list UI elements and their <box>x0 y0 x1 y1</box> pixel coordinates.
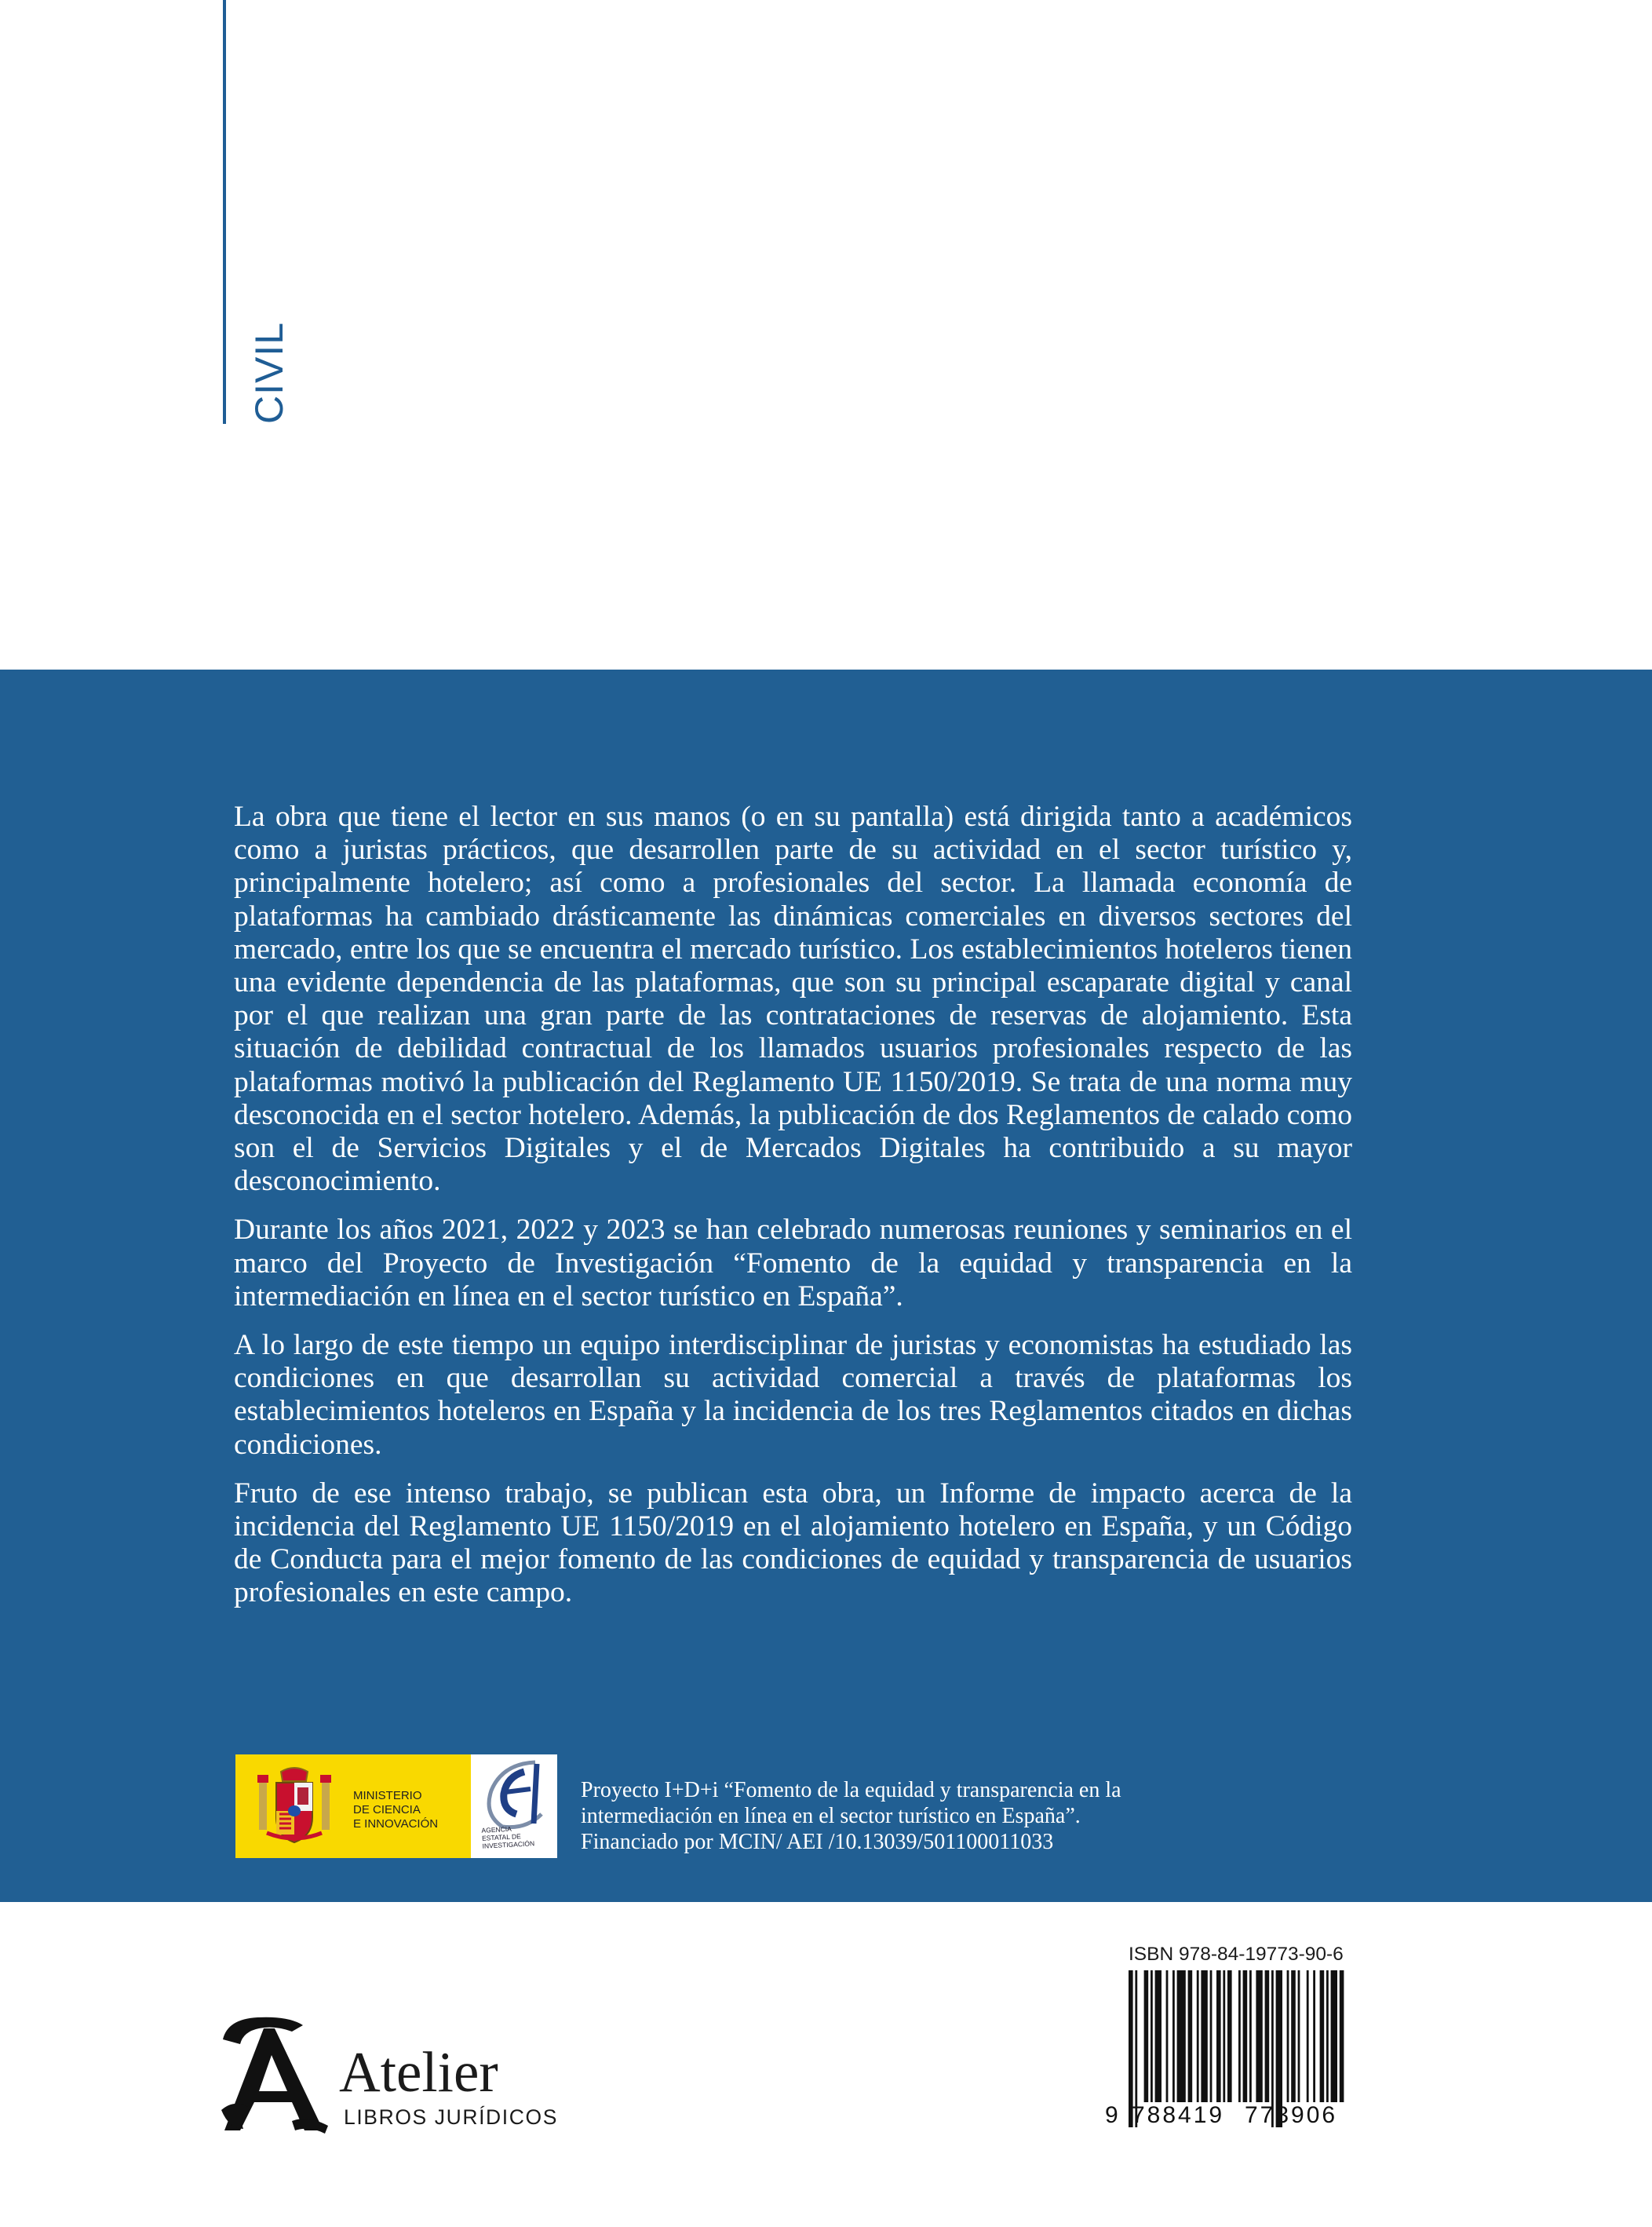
barcode-bar <box>1265 1970 1270 2102</box>
project-line: Proyecto I+D+i “Fomento de la equidad y transparencia en la <box>581 1778 1121 1802</box>
barcode-bar <box>1197 1970 1199 2102</box>
blurb-paragraph: Fruto de ese intenso trabajo, se publican esta obra, un Informe de impacto acerca de la incidencia del Reglamento UE 1150/2019 en el alojamiento hotelero en España, y un Código de Conducta para el mejor fomento de las condiciones de equidad y transparencia de usuarios profesionales en este campo. <box>234 1477 1352 1609</box>
barcode-bar <box>1320 1970 1325 2102</box>
ministry-logo <box>235 1754 471 1858</box>
barcode-digits-right: 773906 <box>1245 2102 1338 2128</box>
barcode-bar <box>1238 1970 1241 2102</box>
barcode-bar <box>1287 1970 1289 2102</box>
collection-label: CIVIL <box>247 321 291 424</box>
barcode-bar <box>1249 1970 1252 2102</box>
project-line: intermediación en línea en el sector turístico en España”. <box>581 1804 1081 1828</box>
blurb-paragraph: La obra que tiene el lector en sus manos (o en su pantalla) está dirigida tanto a académicos como a juristas prácticos, que desarrollen parte de su actividad en el sector turístico y, principalmente hotelero; así como a profesionales del sector. La llamada economía de plataformas ha cambiado drásticamente las dinámicas comerciales en diversos sectores del mercado, entre los que se encuentra el mercado turístico. Los establecimientos hoteleros tienen una evidente dependencia de las plataformas, que son su principal escaparate digital y canal por el que realizan una gran parte de las contrataciones de reservas de alojamiento. Esta situación de debilidad contractual de los llamados usuarios profesionales respecto de las plataformas motivó la publicación del Reglamento UE 1150/2019. Se trata de una norma muy desconocida en el sector hotelero. Además, la publicación de dos Reglamentos de calado como son el de Servicios Digitales y el de Mercados Digitales ha contribuido a su mayor desconocimiento. <box>234 801 1352 1198</box>
barcode-bar <box>1307 1970 1309 2102</box>
publisher-subtitle: LIBROS JURÍDICOS <box>344 2105 558 2129</box>
barcode-bar <box>1151 1970 1153 2102</box>
barcode-bar <box>1155 1970 1162 2102</box>
barcode-digit-first: 9 <box>1105 2102 1118 2128</box>
barcode-bar <box>1166 1970 1169 2102</box>
barcode-bar <box>1256 1970 1262 2102</box>
publisher-name: Atelier <box>339 2040 498 2104</box>
barcode-bar <box>1201 1970 1207 2102</box>
barcode-bar <box>1298 1970 1300 2102</box>
ministry-name: MINISTERIO DE CIENCIA E INNOVACIÓN <box>353 1789 439 1831</box>
barcode-bar <box>1340 1970 1344 2102</box>
atelier-monogram-icon <box>217 2011 334 2138</box>
barcode-bar <box>1210 1970 1213 2102</box>
publisher-logo <box>217 2010 558 2143</box>
barcode-bar <box>1291 1970 1296 2102</box>
barcode-bar <box>1326 1970 1329 2102</box>
blurb-paragraph: Durante los años 2021, 2022 y 2023 se han celebrado numerosas reuniones y seminarios en el marco del Proyecto de Investigación “Fomento de la equidad y transparencia en la intermediación en línea en el sector turístico en España”. <box>234 1214 1352 1312</box>
agency-name: AGENCIA ESTATAL DE INVESTIGACIÓN <box>481 1824 535 1850</box>
aei-logo-icon <box>479 1759 551 1830</box>
spine-divider-line <box>223 0 226 424</box>
project-line: Financiado por MCIN/ AEI /10.13039/501100011033 <box>581 1830 1054 1854</box>
barcode-bar <box>1216 1970 1221 2102</box>
barcode-bar <box>1313 1970 1315 2102</box>
spain-coat-of-arms-icon <box>256 1765 333 1849</box>
project-funding-note <box>581 1777 1121 1855</box>
barcode-bar <box>1144 1970 1149 2102</box>
barcode-bar <box>1227 1970 1232 2102</box>
barcode-bar <box>1331 1970 1337 2102</box>
back-cover-blurb <box>234 801 1352 1626</box>
barcode-bar <box>1243 1970 1248 2102</box>
isbn-label: ISBN 978-84-19773-90-6 <box>1129 1944 1344 1965</box>
barcode-bar <box>1188 1970 1193 2102</box>
barcode-bar <box>1172 1970 1175 2102</box>
blurb-paragraph: A lo largo de este tiempo un equipo interdisciplinar de juristas y economistas ha estudiado las condiciones en que desarrollan su actividad comercial a través de plataformas los establecimientos hoteleros en España y la incidencia de los tres Reglamentos citados en dichas condiciones. <box>234 1329 1352 1461</box>
agency-logo <box>471 1754 557 1858</box>
barcode-digits-left: 788419 <box>1132 2102 1225 2128</box>
barcode-bar <box>1223 1970 1225 2102</box>
barcode-bar <box>1177 1970 1186 2102</box>
funding-logos <box>235 1754 557 1858</box>
